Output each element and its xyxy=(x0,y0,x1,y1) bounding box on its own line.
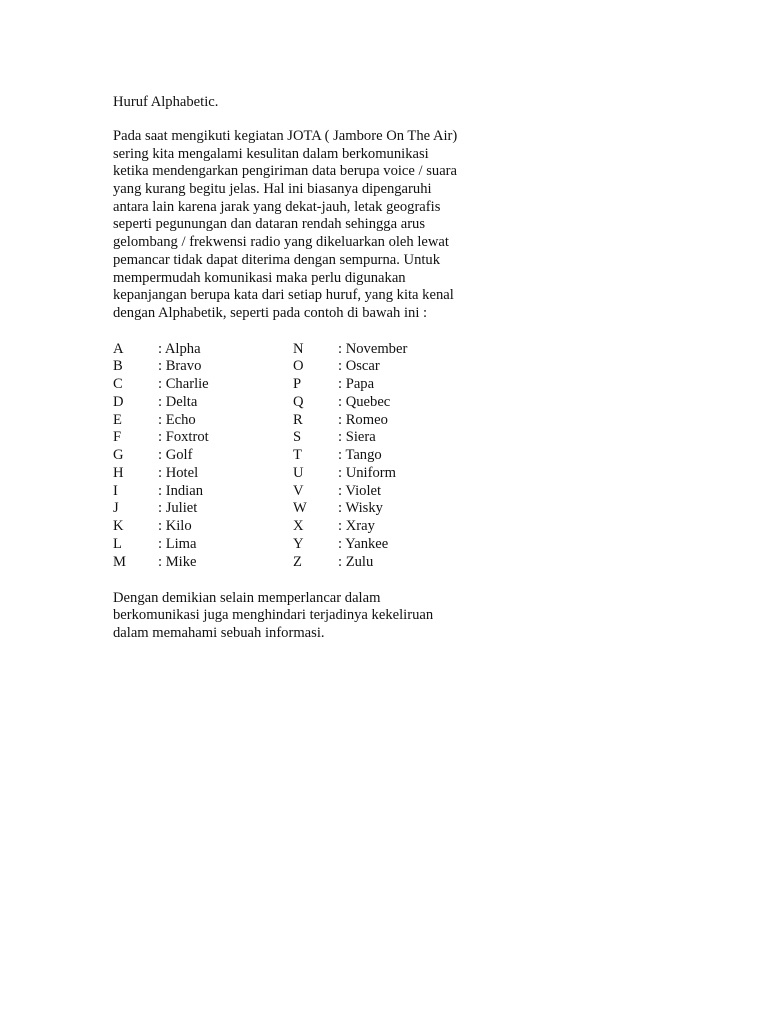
document-title: Huruf Alphabetic. xyxy=(113,94,219,110)
alphabet-word: : Mike xyxy=(158,553,197,570)
alphabet-letter: T xyxy=(293,447,302,464)
intro-line: dengan Alphabetik, seperti pada contoh di bawah ini : xyxy=(113,304,428,321)
alphabet-word: : Alpha xyxy=(158,340,201,357)
alphabet-letter: C xyxy=(113,376,123,393)
phonetic-alphabet-list xyxy=(113,341,493,573)
intro-line: Pada saat mengikuti kegiatan JOTA ( Jambore On The Air) xyxy=(113,128,458,144)
alphabet-letter: N xyxy=(293,340,304,357)
alphabet-letter: E xyxy=(113,411,122,428)
alphabet-word: : Tango xyxy=(338,447,382,464)
alphabet-letter: O xyxy=(293,358,304,375)
intro-line: kepanjangan berupa kata dari setiap huruf, yang kita kenal xyxy=(113,287,454,304)
alphabet-letter: G xyxy=(113,447,124,464)
alphabet-letter: S xyxy=(293,429,302,446)
alphabet-word: : Echo xyxy=(158,411,196,428)
alphabet-word: : Oscar xyxy=(338,358,380,375)
intro-line: seperti pegunungan dan dataran rendah sehingga arus xyxy=(113,216,426,233)
alphabet-letter: Y xyxy=(293,535,304,552)
alphabet-letter: F xyxy=(113,429,122,446)
alphabet-letter: Q xyxy=(293,393,304,410)
alphabet-word: : Uniform xyxy=(338,464,396,481)
intro-paragraph xyxy=(113,128,493,323)
closing-line: Dengan demikian selain memperlancar dalam xyxy=(113,589,381,606)
alphabet-word: : Delta xyxy=(158,393,198,410)
alphabet-word: : Zulu xyxy=(338,553,374,570)
alphabet-word: : Papa xyxy=(338,376,375,393)
intro-line: antara lain karena jarak yang dekat-jauh, letak geografis xyxy=(113,198,441,215)
document-page xyxy=(113,93,493,643)
alphabet-letter: I xyxy=(113,482,118,499)
alphabet-word: : Lima xyxy=(158,535,197,552)
alphabet-letter: K xyxy=(113,518,124,535)
alphabet-word: : Siera xyxy=(338,429,376,446)
alphabet-word: : Juliet xyxy=(158,500,198,517)
alphabet-word: : Kilo xyxy=(158,518,192,535)
intro-line: sering kita mengalami kesulitan dalam berkomunikasi xyxy=(113,145,429,162)
alphabet-word: : Hotel xyxy=(158,464,199,481)
alphabet-word: : Bravo xyxy=(158,358,202,375)
intro-line: gelombang / frekwensi radio yang dikeluarkan oleh lewat xyxy=(113,234,449,251)
alphabet-letter: A xyxy=(113,340,124,357)
intro-line: ketika mendengarkan pengiriman data berupa voice / suara xyxy=(113,163,458,180)
alphabet-letter: P xyxy=(293,376,302,393)
alphabet-word: : Golf xyxy=(158,447,193,464)
alphabet-letter: B xyxy=(113,358,123,375)
alphabet-letter: U xyxy=(293,464,304,481)
alphabet-letter: L xyxy=(113,535,122,552)
alphabet-letter: M xyxy=(113,553,126,570)
alphabet-word: : Foxtrot xyxy=(158,429,209,446)
alphabet-word: : Romeo xyxy=(338,411,388,428)
alphabet-letter: J xyxy=(113,500,119,517)
intro-line: mempermudah komunikasi maka perlu digunakan xyxy=(113,269,406,286)
intro-line: pemancar tidak dapat diterima dengan sempurna. Untuk xyxy=(113,251,441,268)
alphabet-word: : Xray xyxy=(338,518,375,535)
alphabet-word: : Violet xyxy=(338,482,382,499)
alphabet-word: : Indian xyxy=(158,482,203,499)
alphabet-word: : Quebec xyxy=(338,393,391,410)
closing-line: berkomunikasi juga menghindari terjadinya kekeliruan xyxy=(113,607,434,624)
alphabet-word: : November xyxy=(338,340,408,357)
alphabet-letter: X xyxy=(293,518,304,535)
alphabet-letter: D xyxy=(113,393,124,410)
alphabet-letter: Z xyxy=(293,553,302,570)
alphabet-word: : Charlie xyxy=(158,376,209,393)
closing-paragraph xyxy=(113,590,493,643)
alphabet-letter: V xyxy=(293,482,304,499)
alphabet-letter: H xyxy=(113,464,124,481)
alphabet-letter: W xyxy=(293,500,307,517)
intro-line: yang kurang begitu jelas. Hal ini biasanya dipengaruhi xyxy=(113,181,432,198)
alphabet-letter: R xyxy=(293,411,303,428)
alphabet-word: : Yankee xyxy=(338,535,389,552)
alphabet-word: : Wisky xyxy=(338,500,383,517)
closing-line: dalam memahami sebuah informasi. xyxy=(113,624,325,641)
